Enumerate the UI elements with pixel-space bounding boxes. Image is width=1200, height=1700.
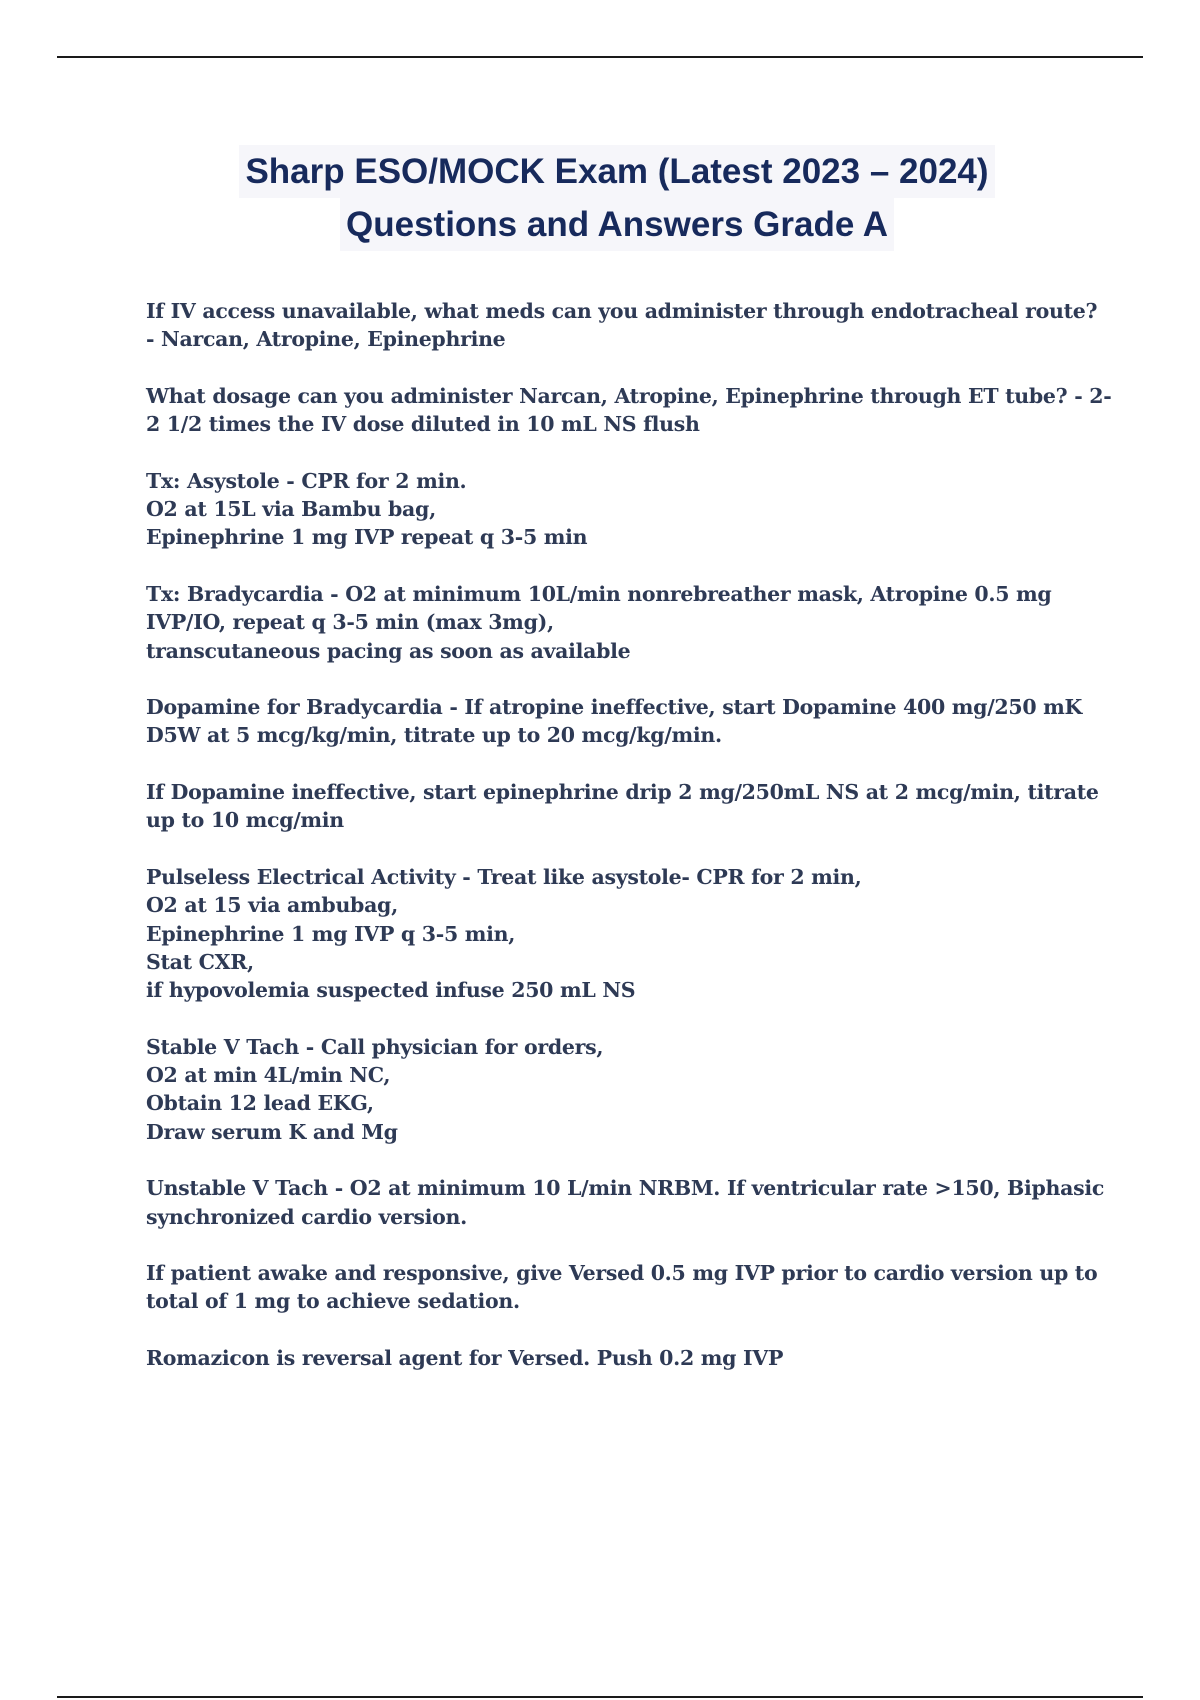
qa-line: Stable V Tach - Call physician for orders, — [146, 1034, 604, 1059]
qa-line: transcutaneous pacing as soon as available — [146, 638, 631, 663]
qa-line: Stat CXR, — [146, 949, 254, 974]
qa-line: IVP/IO, repeat q 3-5 min (max 3mg), — [146, 610, 554, 635]
bottom-divider — [57, 1696, 1143, 1698]
qa-line: Tx: Bradycardia - O2 at minimum 10L/min nonrebreather mask, Atropine 0.5 mg — [146, 581, 1052, 606]
qa-line: Draw serum K and Mg — [146, 1119, 398, 1144]
qa-entry — [146, 1259, 1106, 1316]
qa-line: Tx: Asystole - CPR for 2 min. — [146, 468, 467, 493]
qa-line: If IV access unavailable, what meds can you administer through endotracheal route? — [146, 299, 1098, 323]
qa-entry — [146, 467, 1106, 552]
qa-entry — [146, 863, 1106, 1004]
qa-line: What dosage can you administer Narcan, Atropine, Epinephrine through ET tube? - 2- — [146, 383, 1112, 408]
qa-line: Dopamine for Bradycardia - If atropine ineffective, start Dopamine 400 mg/250 mK — [146, 695, 1083, 720]
qa-entry — [146, 693, 1106, 750]
qa-line: Obtain 12 lead EKG, — [146, 1091, 374, 1116]
qa-entry — [146, 1174, 1106, 1231]
qa-entry — [146, 1033, 1106, 1146]
qa-line: O2 at 15L via Bambu bag, — [146, 497, 436, 522]
qa-line: up to 10 mcg/min — [146, 808, 344, 833]
qa-line: Pulseless Electrical Activity - Treat like asystole- CPR for 2 min, — [146, 864, 862, 889]
qa-entry — [146, 297, 1106, 354]
qa-line: Epinephrine 1 mg IVP q 3-5 min, — [146, 921, 516, 946]
qa-entry — [146, 778, 1106, 835]
qa-entry — [146, 382, 1112, 439]
qa-line: Epinephrine 1 mg IVP repeat q 3-5 min — [146, 525, 588, 550]
qa-list — [146, 297, 1112, 1401]
qa-line: synchronized cardio version. — [146, 1204, 467, 1229]
qa-line: Romazicon is reversal agent for Versed. Push 0.2 mg IVP — [146, 1345, 784, 1370]
title-line-1: Sharp ESO/MOCK Exam (Latest 2023 – 2024) — [239, 145, 994, 198]
qa-line: If patient awake and responsive, give Versed 0.5 mg IVP prior to cardio version up to — [146, 1261, 1098, 1286]
qa-line: 2 1/2 times the IV dose diluted in 10 mL NS flush — [146, 412, 700, 437]
qa-entry — [146, 1344, 1106, 1372]
qa-line: If Dopamine ineffective, start epinephrine drip 2 mg/250mL NS at 2 mcg/min, titrate — [146, 780, 1099, 805]
qa-line: if hypovolemia suspected infuse 250 mL NS — [146, 978, 636, 1003]
top-divider — [57, 56, 1143, 58]
qa-line: Unstable V Tach - O2 at minimum 10 L/min NRBM. If ventricular rate >150, Biphasic — [146, 1176, 1105, 1201]
title-line-2: Questions and Answers Grade A — [340, 198, 894, 251]
document-title — [0, 145, 1200, 251]
qa-line: total of 1 mg to achieve sedation. — [146, 1289, 520, 1314]
qa-line: - Narcan, Atropine, Epinephrine — [146, 327, 506, 352]
qa-line: O2 at 15 via ambubag, — [146, 893, 398, 918]
qa-line: O2 at min 4L/min NC, — [146, 1063, 391, 1088]
qa-line: D5W at 5 mcg/kg/min, titrate up to 20 mcg/kg/min. — [146, 723, 722, 748]
qa-entry — [146, 580, 1106, 665]
